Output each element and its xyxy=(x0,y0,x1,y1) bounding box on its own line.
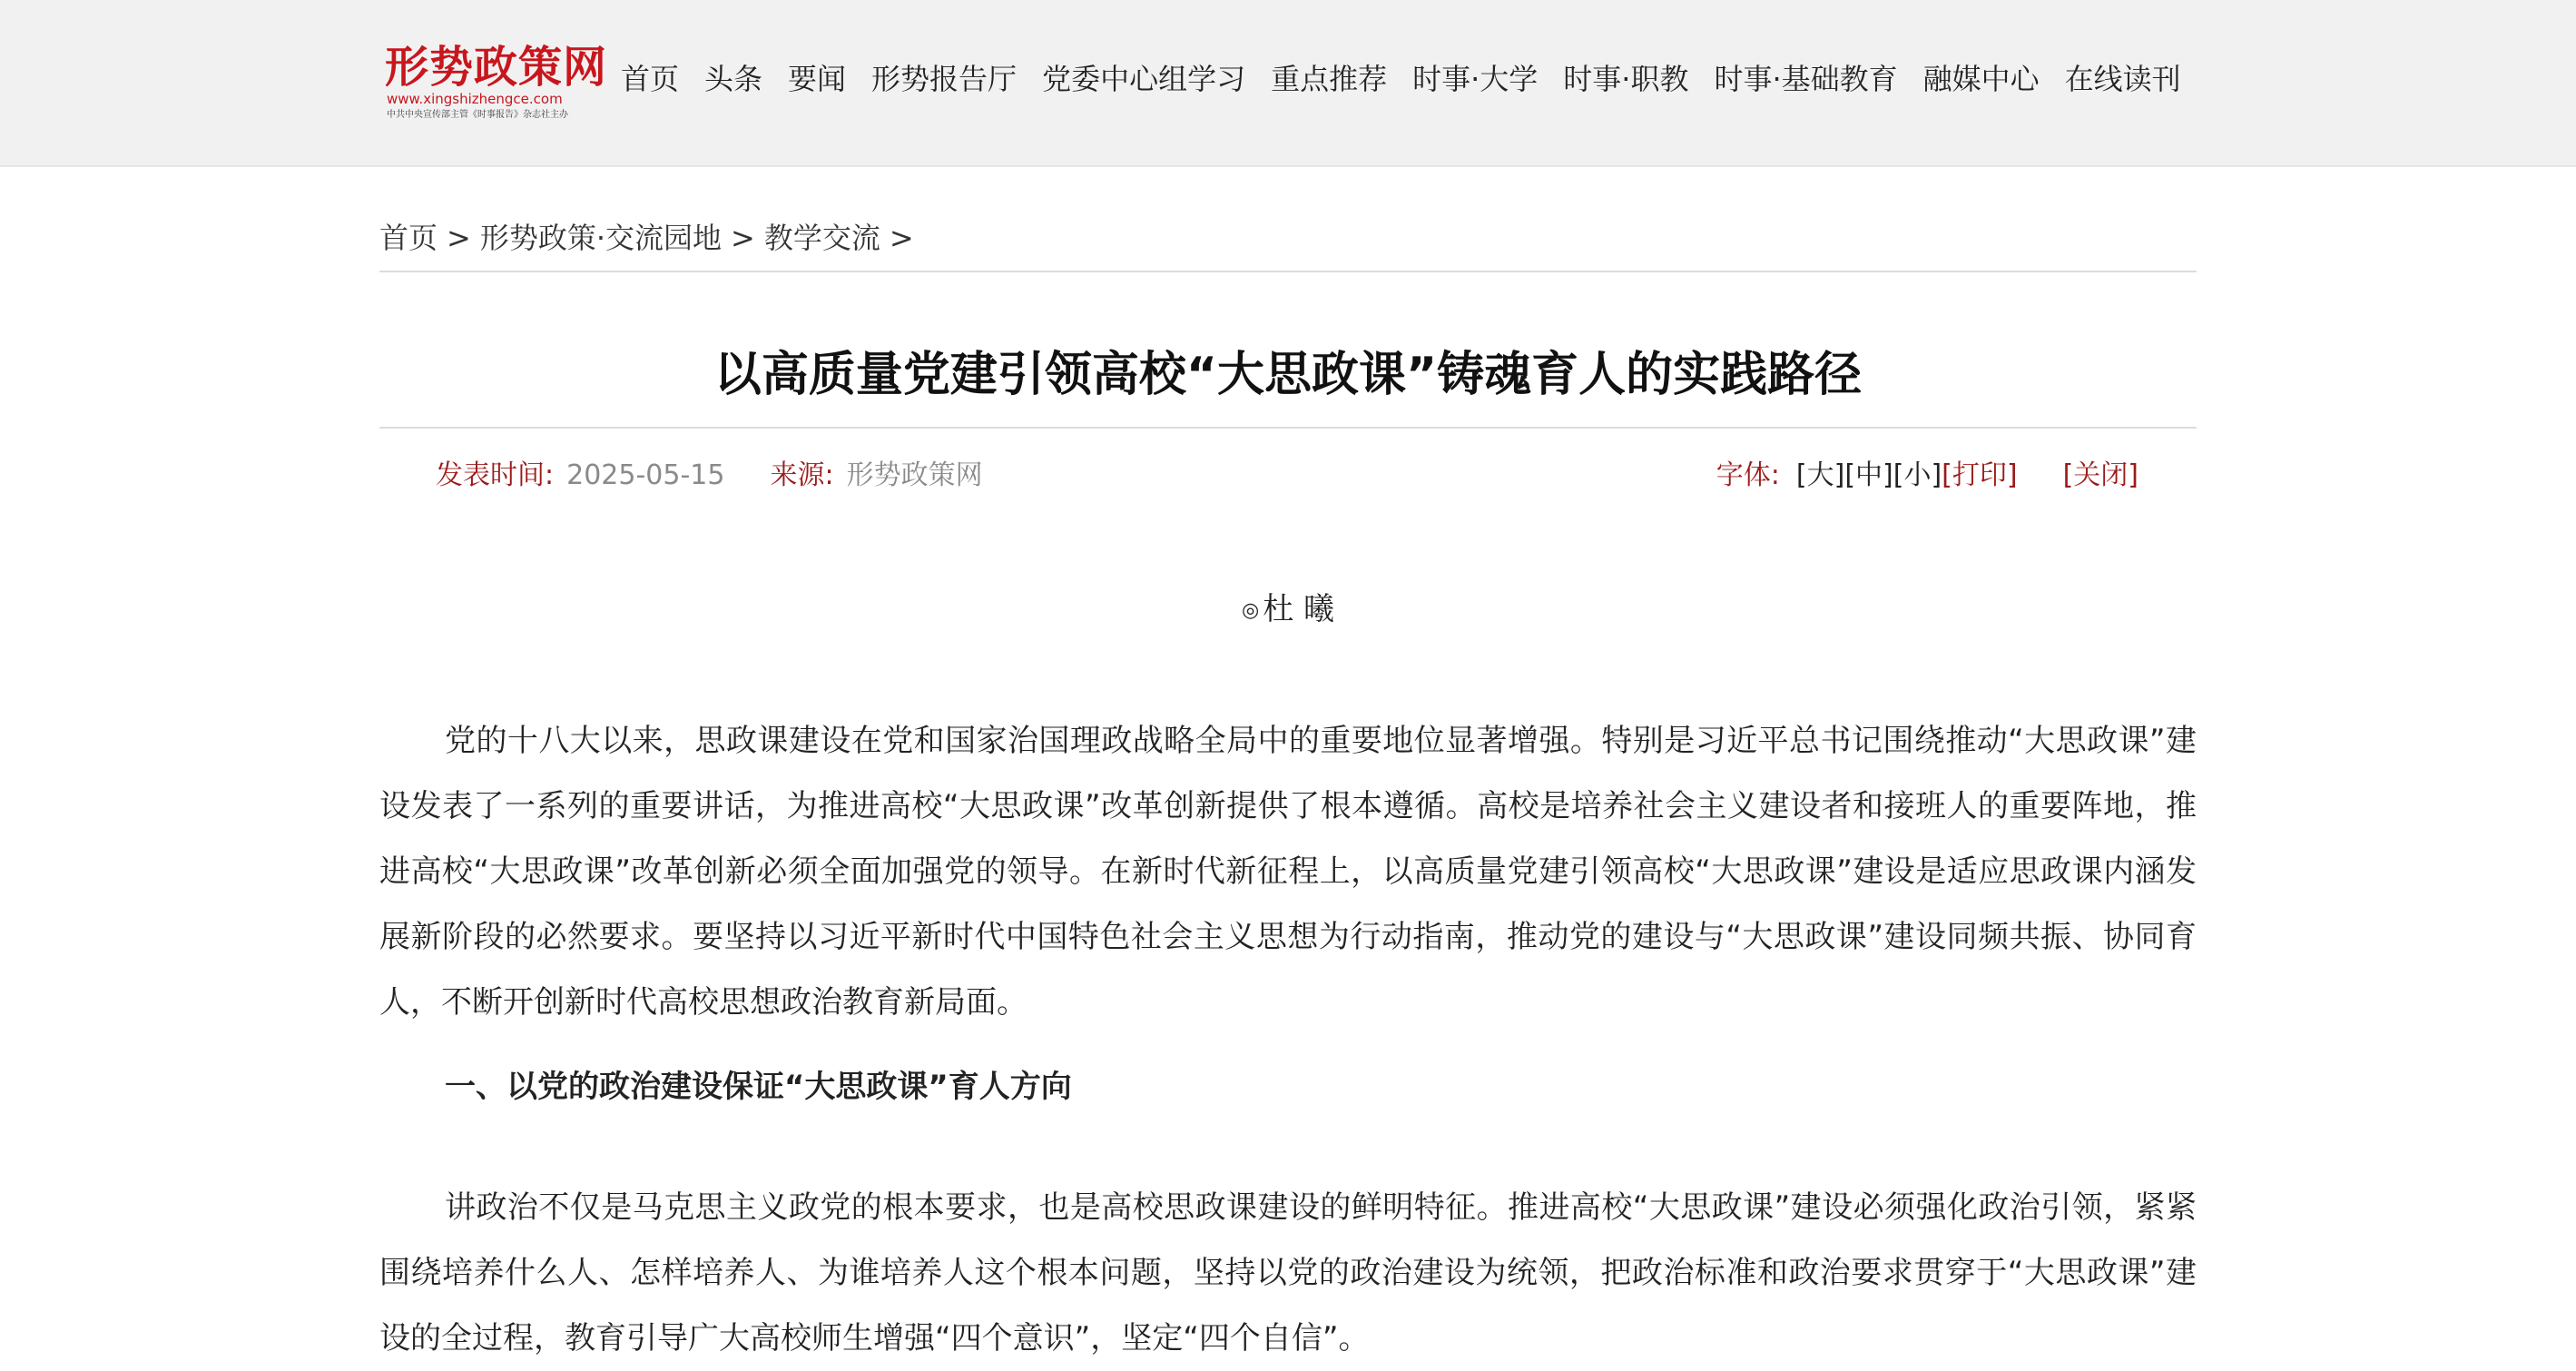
font-size-label: 字体: xyxy=(1716,459,1780,491)
publish-time-label: 发表时间: xyxy=(436,459,555,491)
breadcrumb xyxy=(379,216,914,260)
breadcrumb-separator: > xyxy=(447,221,471,255)
nav-item-university[interactable]: 时事·大学 xyxy=(1412,62,1539,96)
font-size-medium-link[interactable]: [中] xyxy=(1844,459,1893,491)
main-nav xyxy=(621,56,2181,102)
logo-subtitle: 中共中央宣传部主管《时事报告》杂志社主办 xyxy=(387,110,568,120)
breadcrumb-separator: > xyxy=(731,221,755,255)
breadcrumb-teaching[interactable]: 教学交流 xyxy=(763,221,880,255)
logo-name: 形势政策网 xyxy=(385,42,608,93)
site-header xyxy=(0,0,2576,167)
close-link[interactable]: [关闭] xyxy=(2062,459,2138,491)
author-mark-icon: ◎ xyxy=(1241,598,1260,622)
author-name: 杜 曦 xyxy=(1263,591,1334,627)
logo-url: www.xingshizhengce.com xyxy=(387,91,563,107)
breadcrumb-separator: > xyxy=(889,221,914,255)
article-meta xyxy=(436,454,983,498)
font-size-small-link[interactable]: [小] xyxy=(1893,459,1942,491)
article-author xyxy=(379,587,2197,634)
nav-item-vocational[interactable]: 时事·职教 xyxy=(1563,62,1689,96)
nav-item-headlines[interactable]: 头条 xyxy=(704,62,763,96)
nav-item-party-study[interactable]: 党委中心组学习 xyxy=(1042,62,1246,96)
section-heading: 一、以党的政治建设保证“大思政课”育人方向 xyxy=(445,1069,1072,1106)
breadcrumb-exchange[interactable]: 形势政策·交流园地 xyxy=(479,221,723,255)
nav-item-media-center[interactable]: 融媒中心 xyxy=(1922,62,2040,96)
article-paragraph: 党的十八大以来，思政课建设在党和国家治国理政战略全局中的重要地位显著增强。特别是习近平总书记围绕推动“大思政课”建设发表了一系列的重要讲话，为推进高校“大思政课”改革创新提供了根本遵循。高校是培养社会主义建设者和接班人的重要阵地，推进高校“大思政课”改革创新必须全面加强党的领导。在新时代新征程上，以高质量党建引领高校“大思政课”建设是适应思政课内涵发展新阶段的必然要求。要坚持以习近平新时代中国特色社会主义思想为行动指南，推动党的建设与“大思政课”建设同频共振、协同育人，不断开创新时代高校思想政治教育新局面。 xyxy=(379,723,2197,1021)
print-link[interactable]: [打印] xyxy=(1942,459,2018,491)
article-title: 以高质量党建引领高校“大思政课”铸魂育人的实践路径 xyxy=(713,347,1863,402)
divider xyxy=(379,427,2197,429)
nav-item-news[interactable]: 要闻 xyxy=(788,62,847,96)
nav-item-basic-education[interactable]: 时事·基础教育 xyxy=(1714,62,1898,96)
publish-time-value: 2025-05-15 xyxy=(566,459,725,491)
nav-item-home[interactable]: 首页 xyxy=(621,62,680,96)
nav-item-report-hall[interactable]: 形势报告厅 xyxy=(871,62,1018,96)
font-size-large-link[interactable]: [大] xyxy=(1795,459,1845,491)
nav-item-featured[interactable]: 重点推荐 xyxy=(1271,62,1388,96)
source-value: 形势政策网 xyxy=(846,459,983,491)
divider xyxy=(379,271,2197,272)
source-label: 来源: xyxy=(770,459,834,491)
article-paragraph: 讲政治不仅是马克思主义政党的根本要求，也是高校思政课建设的鲜明特征。推进高校“大思政课”建设必须强化政治引领，紧紧围绕培养什么人、怎样培养人、为谁培养人这个根本问题，坚持以党的政治建设为统领，把政治标准和政治要求贯穿于“大思政课”建设的全过程，教育引导广大高校师生增强“四个意识”，坚定“四个自信”。 xyxy=(379,1189,2197,1356)
nav-item-online-journal[interactable]: 在线读刊 xyxy=(2064,62,2181,96)
breadcrumb-home[interactable]: 首页 xyxy=(379,221,438,255)
article-tools xyxy=(1716,454,2138,498)
site-logo[interactable] xyxy=(385,42,608,125)
